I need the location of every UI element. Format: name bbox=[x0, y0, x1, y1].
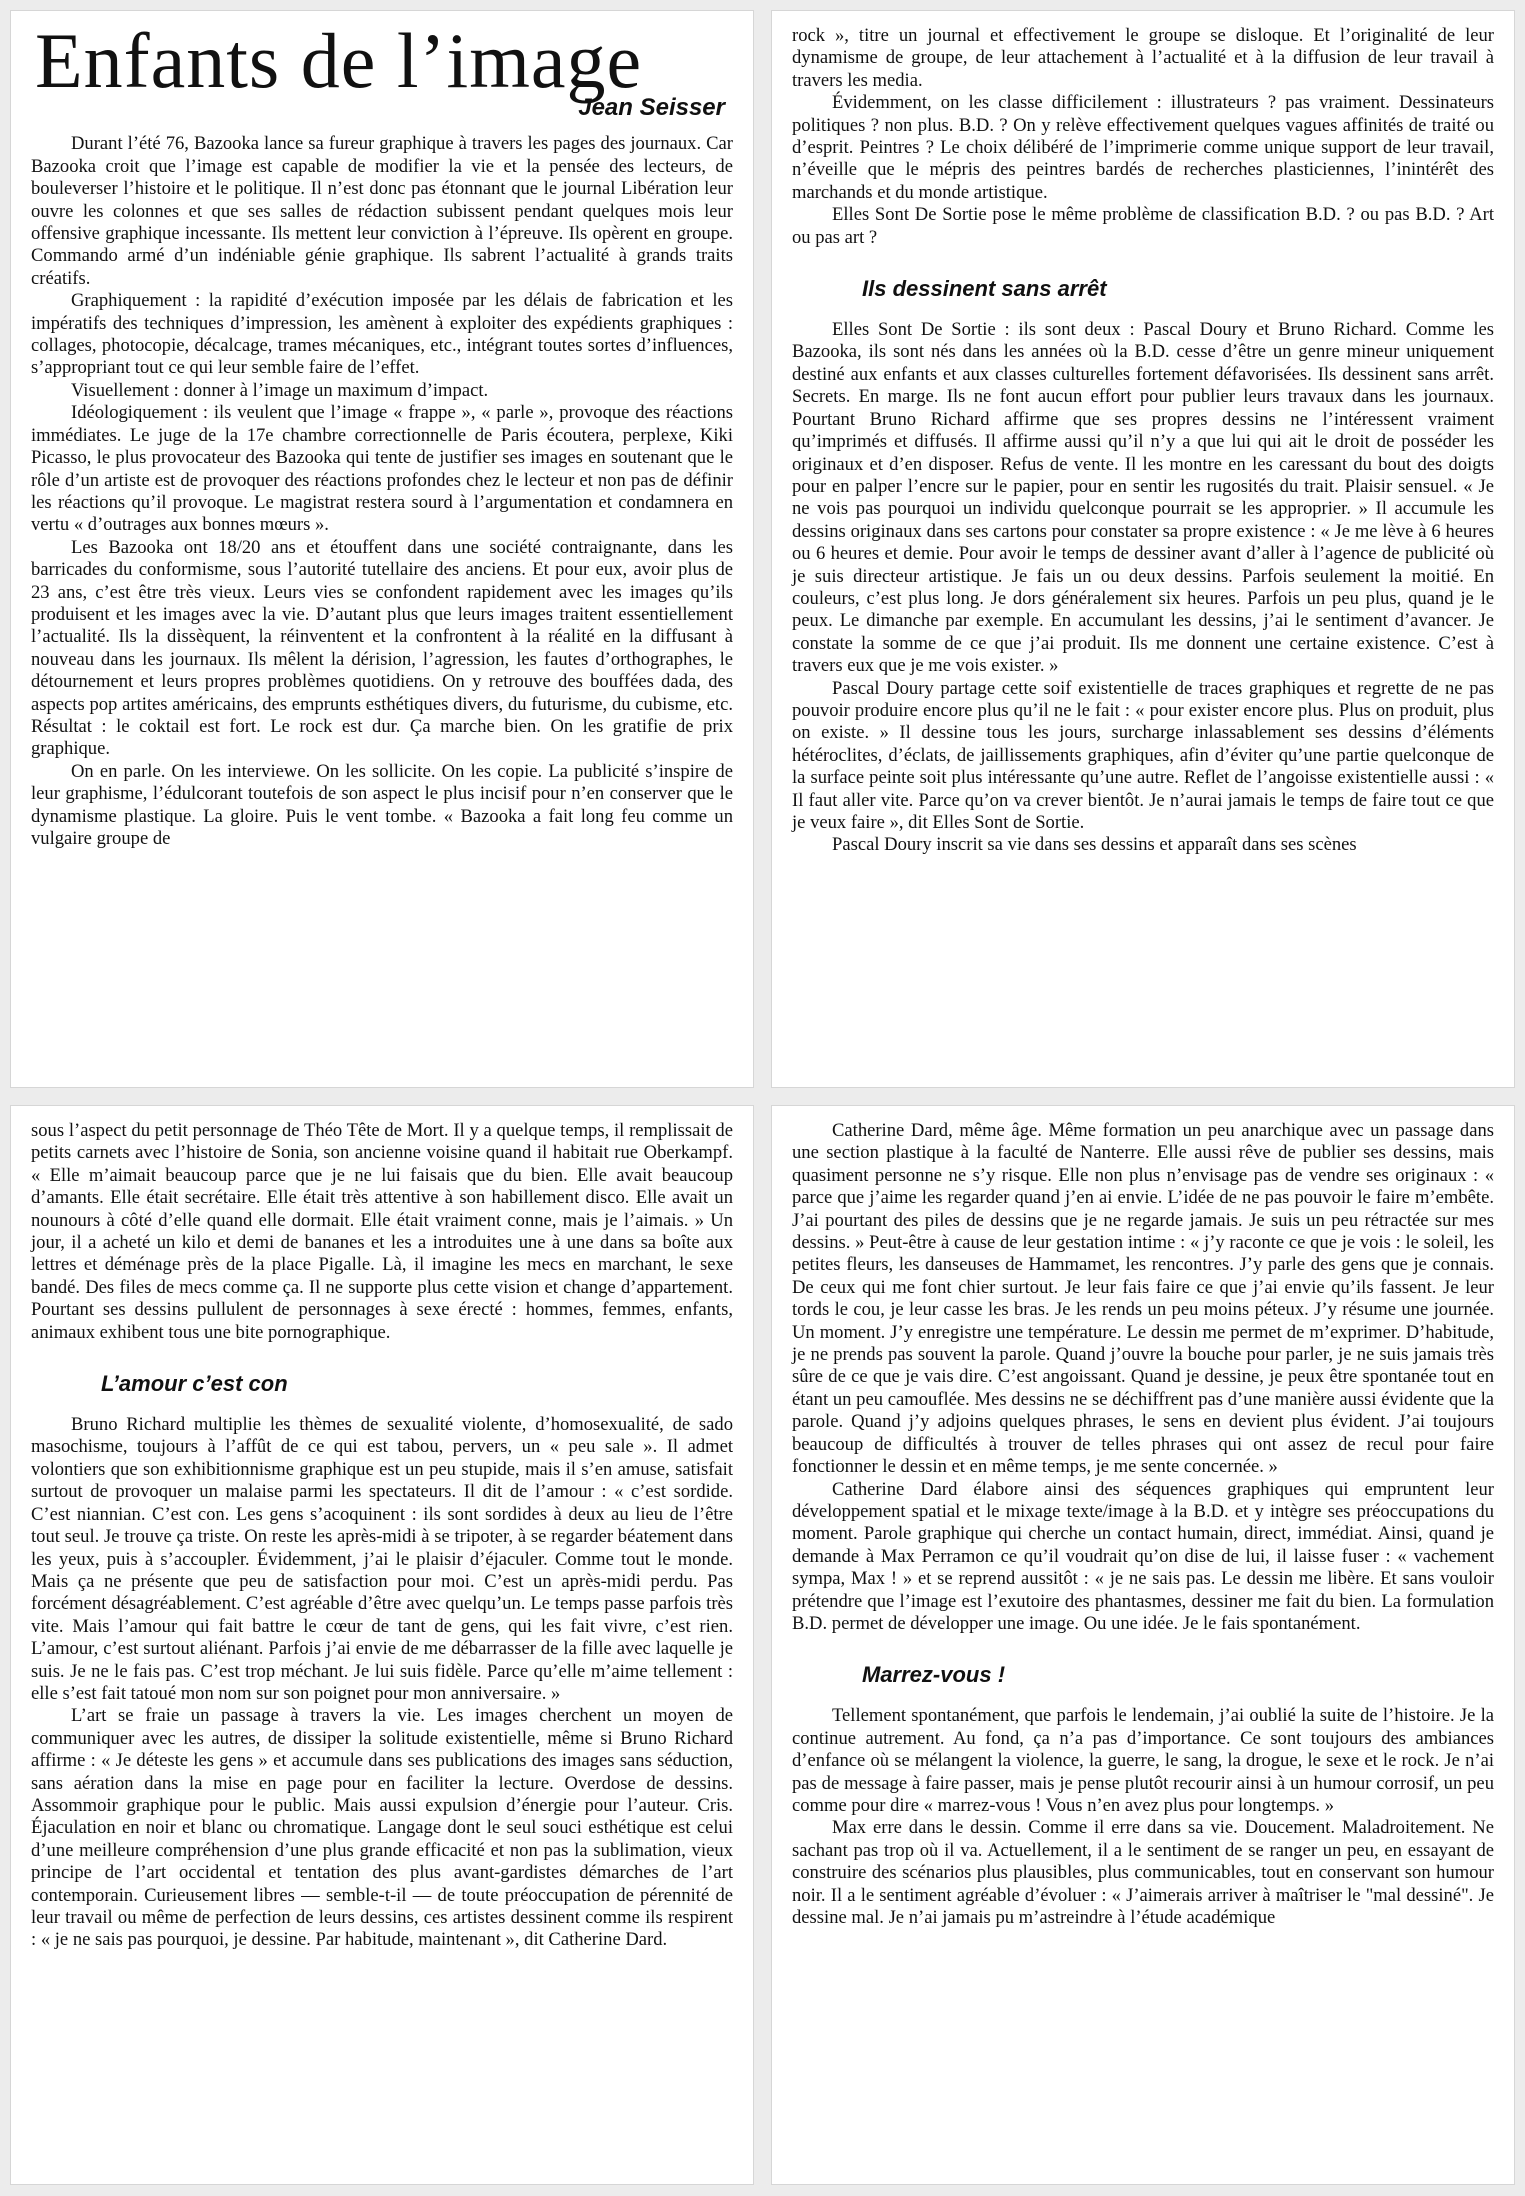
page-bottom-right bbox=[771, 1105, 1515, 2185]
section-heading: L’amour c’est con bbox=[101, 1371, 288, 1397]
section-heading: Ils dessinent sans arrêt bbox=[862, 276, 1107, 302]
paragraph: Durant l’été 76, Bazooka lance sa fureur graphique à travers les pages des journaux. Car Bazooka croit que l’image est capable de modifier la vie et la pensée des lecteurs, de bouleverser l’histoire et le politique. Il n’est donc pas étonnant que le journal Libération leur ouvre les colonnes et que ses salles de rédaction subissent pendant quelques mois leur offensive graphique incessante. Ils mettent leur conviction à l’épreuve. Ils opèrent en groupe. Commando armé d’un indéniable génie graphique. Ils sabrent l’actualité à grands traits créatifs. bbox=[31, 133, 733, 289]
paragraph: Visuellement : donner à l’image un maximum d’impact. bbox=[71, 379, 489, 401]
page-top-left bbox=[10, 10, 754, 1088]
article-title: Enfants de l’image bbox=[35, 17, 643, 104]
paragraph: Graphiquement : la rapidité d’exécution imposée par les délais de fabrication et les impératifs des techniques d’impression, les amènent à exploiter des expédients graphiques : collages, photocopie, décalcage, trames mécaniques, etc., intégrant toutes sortes d’influences, s’appropriant tout ce qui leur semble faire de l’effet. bbox=[31, 290, 733, 379]
paragraph: Max erre dans le dessin. Comme il erre dans sa vie. Doucement. Maladroitement. Ne sachant pas trop où il va. Actuellement, il a le sentiment de se ranger un peu, en essayant de construire des scénarios plus plausibles, plus communicables, tout en conservant son humour noir. Il a le sentiment agréable d’évoluer : « J’aimerais arriver à maîtriser le "mal dessiné". Je dessine mal. Je n’ai jamais pu m’astreindre à l’étude académique bbox=[792, 1817, 1494, 1928]
paragraph: Évidemment, on les classe difficilement : illustrateurs ? pas vraiment. Dessinateurs politiques ? non plus. B.D. ? On y relève effectivement quelques vagues affinités de traité ou d’esprit. Peintres ? Le choix délibéré de l’imprimerie comme unique support de leur travail, n’éveille que le mépris des peintres bardés de recherches plasticiennes, l’inintérêt des marchands et du monde artistique. bbox=[792, 92, 1494, 203]
paragraph: Pascal Doury inscrit sa vie dans ses dessins et apparaît dans ses scènes bbox=[832, 834, 1357, 856]
paragraph: Pascal Doury partage cette soif existentielle de traces graphiques et regrette de ne pas pouvoir produire encore plus qu’il ne le fait : « pour exister encore plus. Plus on produit, plus on existe. » Il dessine tous les jours, surcharge inlassablement ses dessins d’éléments hétéroclites, d’éclats, de jaillissements graphiques, afin d’éviter qu’une partie quelconque de la surface peinte soit plus intéressante qu’une autre. Reflet de l’angoisse existentielle aussi : « Il faut aller vite. Parce qu’on va crever bientôt. Je n’aurai jamais le temps de faire tout ce que je veux faire », dit Elles Sont de Sortie. bbox=[792, 677, 1494, 833]
author-byline: Jean Seisser bbox=[578, 94, 725, 121]
paragraph: sous l’aspect du petit personnage de Théo Tête de Mort. Il y a quelque temps, il remplissait de petits carnets avec l’histoire de Sonia, son ancienne voisine quand il habitait rue Oberkampf. « Elle m’aimait beaucoup parce que je ne lui faisais que du bien. Elle avait beaucoup d’amants. Elle était secrétaire. Elle était très attentive à son habillement disco. Elle avait un nounours à côté d’elle quand elle dormait. Elle était vraiment conne, mais je l’aimais. » Un jour, il a acheté un kilo et demi de bananes et les a introduites une à une dans sa boîte aux lettres et déménage près de la place Pigalle. Là, il imagine les mecs en marchant, le sexe bandé. Des files de mecs comme ça. Il ne supporte plus cette vision et change d’appartement. Pourtant ses dessins pullulent de personnages à sexe érecté : hommes, femmes, enfants, animaux exhibent tous une bite pornographique. bbox=[31, 1120, 733, 1343]
paragraph: Elles Sont De Sortie pose le même problème de classification B.D. ? ou pas B.D. ? Art ou pas art ? bbox=[792, 204, 1494, 248]
paragraph: Les Bazooka ont 18/20 ans et étouffent dans une société contraignante, dans les barricades du conformisme, sous l’autorité tutellaire des anciens. Et pour eux, avoir plus de 23 ans, c’est être très vieux. Leurs vies se confondent rapidement avec les images qu’ils produisent et les images avec la vie. D’autant plus que leurs images traitent essentiellement l’actualité. Ils la dissèquent, la réinventent et la confrontent à la réalité en la diffusant à nouveau dans les journaux. Ils mêlent la dérision, l’agression, les fautes d’orthographes, le détournement et leurs propres problèmes quotidiens. On y retrouve des bouffées dada, des aspects pop artites américains, des emprunts esthétiques divers, du futurisme, du cubisme, etc. Résultat : le coktail est fort. Le rock est dur. Ça marche bien. On les gratifie de prix graphique. bbox=[31, 536, 733, 760]
paragraph: Catherine Dard, même âge. Même formation un peu anarchique avec un passage dans une section plastique à la faculté de Nanterre. Elle aussi rêve de publier ses dessins, mais quasiment personne ne s’y risque. Elle non plus n’envisage pas de vendre ses originaux : « parce que j’aime les regarder quand j’en ai envie. L’idée de ne pas pouvoir le faire m’embête. J’ai pourtant des piles de dessins que je ne regarde jamais. Je suis un peu rétractée sur mes dessins. » Peut-être à cause de leur gestation intime : « j’y raconte ce que je vois : le soleil, les petites fleurs, les danseuses de Hammamet, les rencontres. J’y parle des gens que je connais. De ceux qui me font chier surtout. Je leur fais faire ce que j’ai envie qu’ils fassent. Je leur tords le cou, je leur casse les bras. Je les rends un peu moins péteux. J’y résume une journée. Un moment. J’y enregistre une température. Le dessin me permet de m’exprimer. D’habitude, je ne prends pas souvent la parole. Quand j’ouvre la bouche pour parler, je ne suis jamais très sûre de ce que je vais dire. C’est angoissant. Quand je dessine, je peux être spontanée tout en étant un peu camouflée. Mes dessins ne se déchiffrent pas d’une manière aussi évidente que la parole. Quand j’y adjoins quelques phrases, le sens en devient plus évident. J’ai toujours beaucoup de difficultés à trouver de telles phrases qui ont assez de recul pour faire fonctionner le dessin et en même temps, je me sente concernée. » bbox=[792, 1120, 1494, 1478]
paragraph: L’art se fraie un passage à travers la vie. Les images cherchent un moyen de communiquer avec les autres, de dissiper la solitude existentielle, même si Bruno Richard affirme : « Je déteste les gens » et accumule dans ses publications des images sans séduction, sans aération dans la mise en page pour en faciliter la lecture. Overdose de dessins. Assommoir graphique pour le public. Mais aussi expulsion d’énergie pour l’auteur. Cris. Éjaculation en noir et blanc ou chromatique. Langage dont le seul souci esthétique est celui d’une meilleure compréhension d’une plus grande efficacité et non pas la sublimation, vieux principe de l’art occidental et tentation des plus avant-gardistes démarches de l’art contemporain. Curieusement libres — semble-t-il — de toute préoccupation de pérennité de leur travail ou même de perfection de leurs dessins, ces artistes dessinent comme ils respirent : « je ne sais pas pourquoi, je dessine. Par habitude, maintenant », dit Catherine Dard. bbox=[31, 1705, 733, 1951]
paragraph: On en parle. On les interviewe. On les sollicite. On les copie. La publicité s’inspire de leur graphisme, l’édulcorant toutefois de son aspect le plus incisif pour n’en conserver que le dynamisme plastique. La gloire. Puis le vent tombe. « Bazooka a fait long feu comme un vulgaire groupe de bbox=[31, 760, 733, 849]
paragraph: Elles Sont De Sortie : ils sont deux : Pascal Doury et Bruno Richard. Comme les Bazooka, ils sont nés dans les années où la B.D. cesse d’être un genre mineur uniquement destiné aux enfants et aux classes culturelles fortement défavorisées. Ils dessinent sans arrêt. Secrets. En marge. Ils ne font aucun effort pour publier leurs travaux dans les journaux. Pourtant Bruno Richard affirme que ses propres dessins ne l’intéressent vraiment qu’imprimés et diffusés. Il affirme aussi qu’il n’y a que lui qui ait le droit de posséder les originaux et d’en disposer. Refus de vente. Il les montre en les caressant du bout des doigts pour en palper l’encre sur le papier, pour en sentir les rugosités du trait. Plaisir sensuel. « Je ne vois pas pourquoi un individu quelconque pourrait se les approprier. » Il accumule les dessins originaux dans ses cartons pour constater sa propre existence : « Je me lève à 6 heures ou 6 heures et demie. Pour avoir le temps de dessiner avant d’aller à l’agence de publicité où je suis directeur artistique. Je fais un ou deux dessins. Parfois seulement la moitié. En couleurs, c’est plus long. Je dors généralement six heures. Parfois un peu plus, quand je le peux. Le dimanche par exemple. En accumulant les dessins, j’ai le sentiment d’avancer. Je constate la somme de ce que j’ai produit. Ils me donnent une certaine existence. C’est à travers eux que je me vois exister. » bbox=[792, 319, 1494, 677]
section-heading: Marrez-vous ! bbox=[862, 1662, 1006, 1688]
page-top-right bbox=[771, 10, 1515, 1088]
paragraph: Catherine Dard élabore ainsi des séquences graphiques qui empruntent leur développement spatial et le mixage texte/image à la B.D. et y intègre ses préoccupations du moment. Parole graphique qui cherche un contact humain, direct, immédiat. Ainsi, quand je demande à Max Perramon ce qu’il voudrait qu’on dise de lui, il laisse fuser : « vachement sympa, Max ! » et se reprend aussitôt : « je ne sais pas. Le dessin me libère. Et sans vouloir prétendre que l’image est l’exutoire des phantasmes, dessiner me fait du bien. La formulation B.D. permet de développer une image. Ou une idée. Je le fais spontanément. bbox=[792, 1478, 1494, 1634]
paragraph: Tellement spontanément, que parfois le lendemain, j’ai oublié la suite de l’histoire. Je la continue autrement. Au fond, ça n’a pas d’importance. Ce sont toujours des ambiances d’enfance où se mélangent la violence, la guerre, le sang, la drogue, le sexe et le rock. Je n’ai pas de message à faire passer, mais je pense plutôt recourir ainsi à un humour corrosif, un peu comme pour dire « marrez-vous ! Vous n’en avez plus pour longtemps. » bbox=[792, 1705, 1494, 1816]
paragraph: rock », titre un journal et effectivement le groupe se disloque. Et l’originalité de leur dynamisme de groupe, de leur attachement à l’actualité et à la diffusion de leur travail à travers les media. bbox=[792, 25, 1494, 91]
paragraph: Idéologiquement : ils veulent que l’image « frappe », « parle », provoque des réactions immédiates. Le juge de la 17e chambre correctionnelle de Paris écoutera, perplexe, Kiki Picasso, le plus provocateur des Bazooka qui tente de justifier ses images en soutenant que le rôle d’un artiste est de provoquer des réactions profondes chez le lecteur et non pas de définir les réactions qu’il provoque. Le magistrat restera sourd à l’argumentation et condamnera en vertu « d’outrages aux bonnes mœurs ». bbox=[31, 402, 733, 536]
page-bottom-left bbox=[10, 1105, 754, 2185]
paragraph: Bruno Richard multiplie les thèmes de sexualité violente, d’homosexualité, de sado masochisme, toujours à l’affût de ce qui est tabou, pervers, un « peu sale ». Il admet volontiers que son exhibitionnisme graphique est un peu stupide, mais il s’en amuse, satisfait surtout de provoquer un malaise parmi les spectateurs. Il dit de l’amour : « c’est sordide. C’est niannian. C’est con. Les gens s’acoquinent : ils sont sordides à deux au lieu de l’être tout seul. Je trouve ça triste. On reste les après-midi à se tripoter, à se regarder béatement dans les yeux, puis à s’accoupler. Évidemment, j’ai le plaisir d’éjaculer. Comme tout le monde. Mais ça ne présente que peu de satisfaction pour moi. C’est un après-midi perdu. Pas forcément désagréablement. C’est agréable d’être avec quelqu’un. Le temps passe parfois très vite. Mais l’amour qui fait battre le cœur de tant de gens, qui les fait vivre, c’est rien. L’amour, c’est surtout aliénant. Parfois j’ai envie de me débarrasser de la fille avec laquelle je suis. Je ne le fais pas. C’est trop méchant. Je lui suis fidèle. Parce qu’elle m’aime tellement : elle s’est fait tatoué mon nom sur son poignet pour mon anniversaire. » bbox=[31, 1414, 733, 1704]
